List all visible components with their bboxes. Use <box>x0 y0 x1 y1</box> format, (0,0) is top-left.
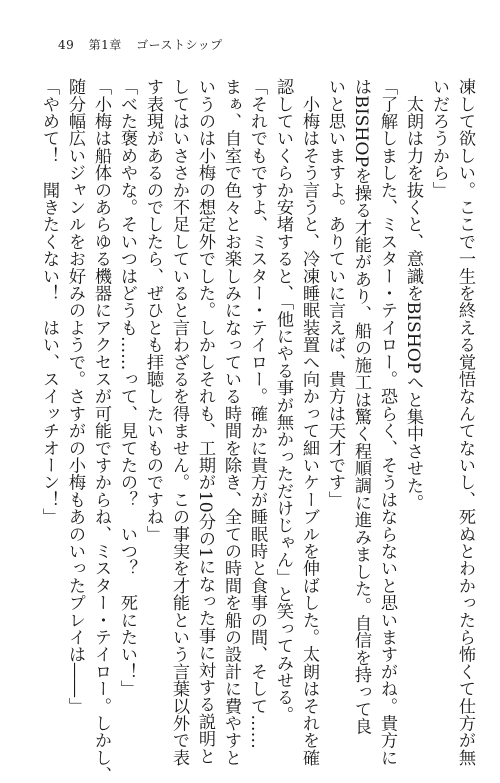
chapter-number: 第1章 <box>88 38 122 52</box>
body-text <box>39 78 478 783</box>
text-line: はBISHOPを操る才能があり、船の施工は驚く程順調に進みました。自信を持って良 <box>351 78 371 735</box>
page-number: 49 <box>58 38 75 52</box>
text-line: いうのは小梅の想定外でした。しかしそれも、工期が10分の1になった事に対する説明と <box>195 78 215 765</box>
running-head <box>58 36 233 53</box>
text-line: 「やめて！ 聞きたくない！ はい、スイッチオーン！」 <box>39 78 59 526</box>
text-line: 小梅はそう言うと、冷凍睡眠装置へ向かって細いケーブルを伸ばした。太朗はそれを確 <box>299 78 319 766</box>
text-line: 随分幅広いジャンルをお好みのようで。さすがの小梅もあのいったプレイは――」 <box>65 78 85 715</box>
text-line: 「べた褒めやな。そいつはどうも……って、見てたの？ いつ？ 死にたい！」 <box>117 78 137 698</box>
text-line: いだろうから」 <box>429 78 449 199</box>
text-line: す表現があるのでしたら、ぜひとも拝聴したいものですね」 <box>143 78 163 543</box>
text-line: いと思いますよ。ありていに言えば、貴方は天才です」 <box>325 78 345 508</box>
text-line: 認していくらか安堵すると、「他にやる事が無かっただけじゃん」と笑ってみせる。 <box>273 78 293 723</box>
text-line: 「小梅は船体のあらゆる機器にアクセスが可能ですからね、ミスター・テイロー。しかし、 <box>91 78 111 783</box>
text-line: 凍して欲しい。ここで一生を終える覚悟なんてないし、死ぬとわかったら怖くて仕方が無 <box>455 78 475 766</box>
text-line: 「それでもですよ、ミスター・テイロー。確かに貴方が睡眠時と食事の間、そして…… <box>247 78 267 749</box>
text-line: してはいささか不足していると言わざるを得ません。この事実を才能という言葉以外で表 <box>169 78 189 766</box>
text-line: 太朗は力を抜くと、意識をBISHOPへと集中させた。 <box>403 78 423 512</box>
chapter-title: ゴーストシップ <box>136 38 223 52</box>
text-line: まぁ、自室で色々とお楽しみになっている時間を除き、全ての時間を船の設計に費やすと <box>221 78 241 766</box>
text-line: 「了解しました、ミスター・テイロー。恐らく、そうはならないと思いますがね。貴方に <box>377 78 397 766</box>
